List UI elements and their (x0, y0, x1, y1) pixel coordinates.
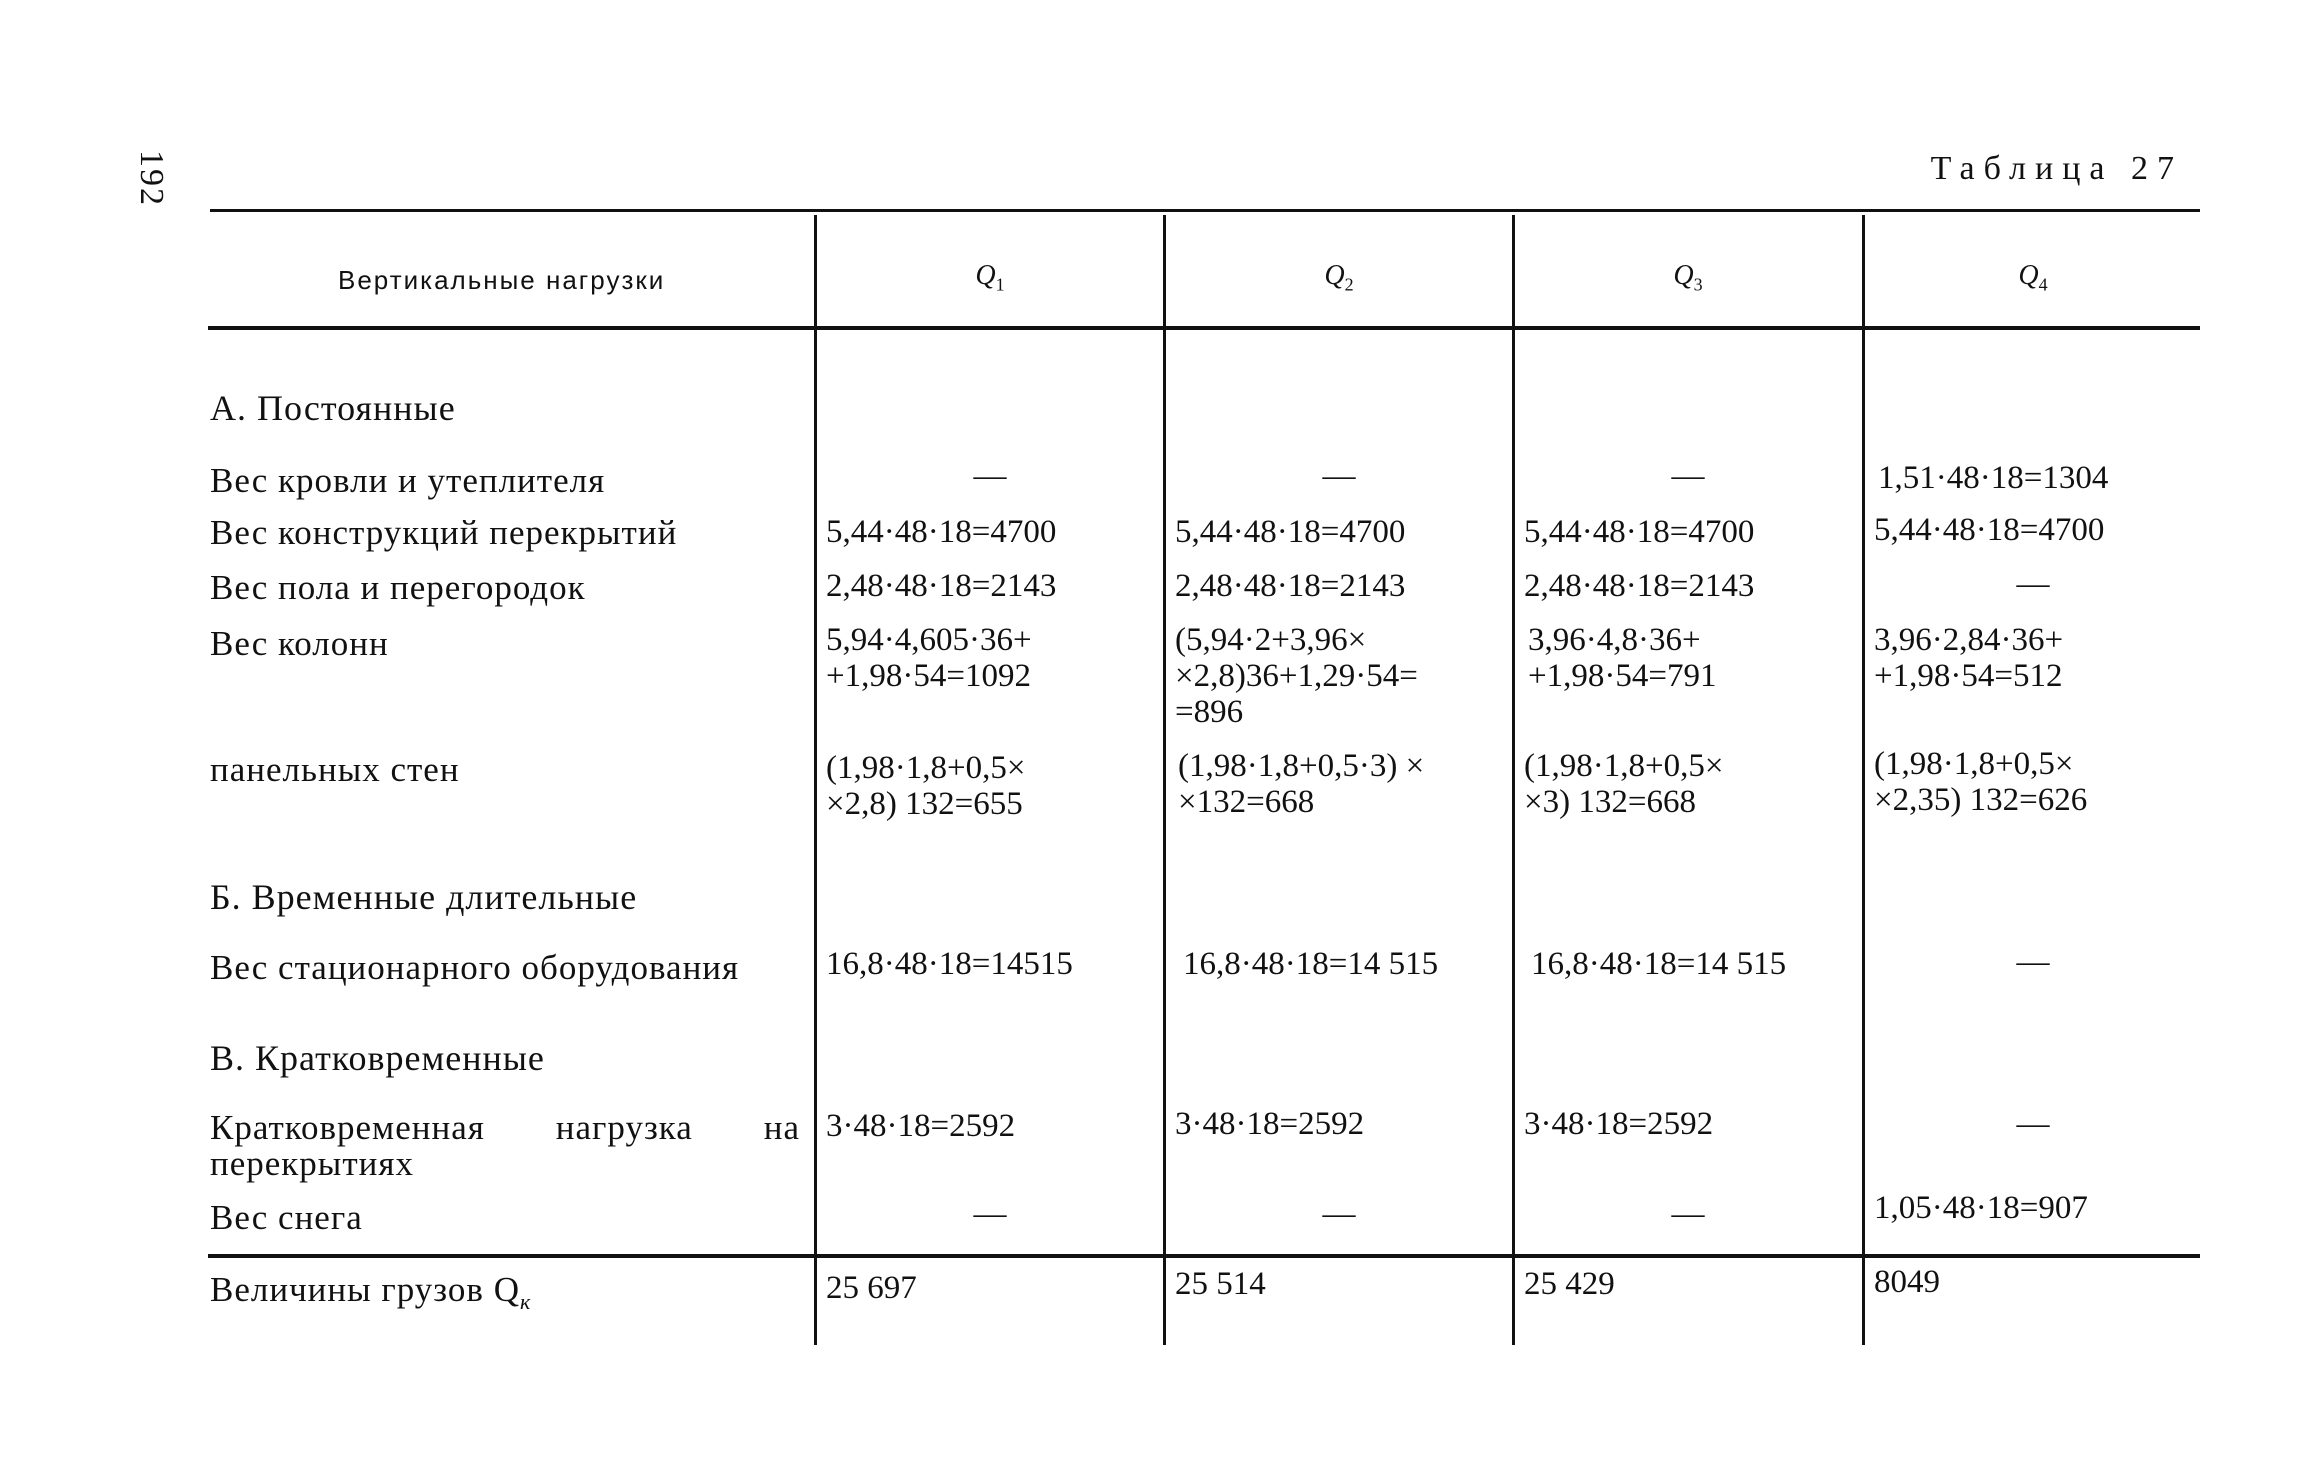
formula-line: ×132=668 (1178, 784, 1315, 820)
header-q2 (1169, 258, 1509, 303)
header-q1 (820, 258, 1160, 303)
cell-equipment-q4: — (2016, 944, 2050, 980)
cell-short-load-q2: 3·48·18=2592 (1175, 1106, 1365, 1142)
cell-snow-q4: 1,05·48·18=907 (1874, 1190, 2088, 1226)
formula-line: +1,98·54=512 (1874, 658, 2063, 694)
row-label-roof: Вес кровли и утеплителя (210, 461, 606, 500)
header-q-sub: 2 (1344, 274, 1354, 295)
cell-equipment-q3: 16,8·48·18=14 515 (1531, 946, 1787, 982)
column-divider (814, 215, 817, 1345)
formula-line: ×2,35) 132=626 (1874, 782, 2088, 818)
header-q4 (1868, 258, 2198, 303)
cell-snow-q2: — (1322, 1196, 1356, 1232)
cell-short-load-q3: 3·48·18=2592 (1524, 1106, 1714, 1142)
cell-columns-q2 (1175, 622, 1418, 730)
cell-partitions-q2: 2,48·48·18=2143 (1175, 568, 1406, 604)
formula-line: 5,94·4,605·36+ (826, 622, 1032, 658)
column-divider (1163, 215, 1166, 1345)
formula-line: ×2,8)36+1,29·54= (1175, 658, 1418, 694)
cell-floors-q2: 5,44·48·18=4700 (1175, 514, 1406, 550)
formula-line: 3,96·2,84·36+ (1874, 622, 2064, 658)
top-rule (210, 209, 2200, 212)
formula-line: (1,98·1,8+0,5× (1524, 748, 1724, 784)
cell-floors-q1: 5,44·48·18=4700 (826, 514, 1057, 550)
header-q3 (1518, 258, 1858, 303)
cell-walls-q3 (1524, 748, 1723, 820)
column-divider (1862, 215, 1865, 1345)
cell-snow-q3: — (1671, 1196, 1705, 1232)
cell-columns-q4 (1874, 622, 2063, 694)
total-q4: 8049 (1874, 1264, 1940, 1300)
header-q-letter: Q (1324, 260, 1345, 291)
cell-columns-q1 (826, 622, 1032, 694)
formula-line: (5,94·2+3,96× (1175, 622, 1367, 658)
row-label-floors: Вес конструкций перекрытий (210, 513, 678, 552)
cell-partitions-q4: — (2016, 566, 2050, 602)
header-q-sub: 1 (995, 274, 1005, 295)
formula-line: (1,98·1,8+0,5× (826, 750, 1026, 786)
header-loads: Вертикальные нагрузки (338, 265, 666, 295)
row-label-partitions: Вес пола и перегородок (210, 568, 586, 607)
cell-roof-q1: — (973, 458, 1007, 494)
cell-walls-q4 (1874, 746, 2087, 818)
formula-line: =896 (1175, 694, 1244, 730)
cell-floors-q3: 5,44·48·18=4700 (1524, 514, 1755, 550)
cell-partitions-q1: 2,48·48·18=2143 (826, 568, 1057, 604)
cell-short-load-q4: — (2016, 1106, 2050, 1142)
header-rule (208, 326, 2200, 330)
formula-line: +1,98·54=1092 (826, 658, 1031, 694)
total-q2: 25 514 (1175, 1266, 1266, 1302)
page-number: 192 (133, 150, 170, 207)
formula-line: ×3) 132=668 (1524, 784, 1696, 820)
cell-columns-q3 (1528, 622, 1716, 694)
cell-roof-q4: 1,51·48·18=1304 (1878, 460, 2109, 496)
table-title: Таблица 27 (1930, 150, 2183, 187)
formula-line: ×2,8) 132=655 (826, 786, 1023, 822)
formula-line: +1,98·54=791 (1528, 658, 1717, 694)
cell-snow-q1: — (973, 1196, 1007, 1232)
header-q-letter: Q (2018, 260, 2039, 291)
cell-roof-q3: — (1671, 458, 1705, 494)
formula-line: (1,98·1,8+0,5·3) × (1178, 748, 1425, 784)
totals-label-text: Величины грузов Q (210, 1270, 520, 1309)
total-q3: 25 429 (1524, 1266, 1615, 1302)
header-q-letter: Q (1673, 260, 1694, 291)
row-label-short-load: Кратковременная нагрузка на перекрытиях (210, 1108, 800, 1183)
header-q-sub: 3 (1693, 274, 1703, 295)
formula-line: (1,98·1,8+0,5× (1874, 746, 2074, 782)
cell-short-load-q1: 3·48·18=2592 (826, 1108, 1016, 1144)
totals-label (210, 1272, 531, 1320)
totals-rule (208, 1254, 2200, 1258)
column-divider (1512, 215, 1515, 1345)
formula-line: 3,96·4,8·36+ (1528, 622, 1701, 658)
section-short-term: В. Кратковременные (210, 1038, 545, 1078)
section-long-term: Б. Временные длительные (210, 877, 638, 917)
header-q-letter: Q (975, 260, 996, 291)
row-label-columns: Вес колонн (210, 624, 389, 663)
cell-equipment-q2: 16,8·48·18=14 515 (1183, 946, 1439, 982)
totals-label-sub: к (519, 1289, 532, 1314)
row-label-equipment: Вес стационарного оборудования (210, 948, 740, 987)
section-permanent: А. Постоянные (210, 388, 456, 428)
header-q-sub: 4 (2038, 274, 2048, 295)
row-label-snow: Вес снега (210, 1198, 363, 1237)
cell-walls-q2 (1178, 748, 1424, 820)
cell-partitions-q3: 2,48·48·18=2143 (1524, 568, 1755, 604)
row-label-walls: панельных стен (210, 750, 460, 789)
cell-walls-q1 (826, 750, 1025, 822)
total-q1: 25 697 (826, 1270, 917, 1306)
cell-floors-q4: 5,44·48·18=4700 (1874, 512, 2105, 548)
cell-equipment-q1: 16,8·48·18=14515 (826, 946, 1073, 982)
cell-roof-q2: — (1322, 458, 1356, 494)
